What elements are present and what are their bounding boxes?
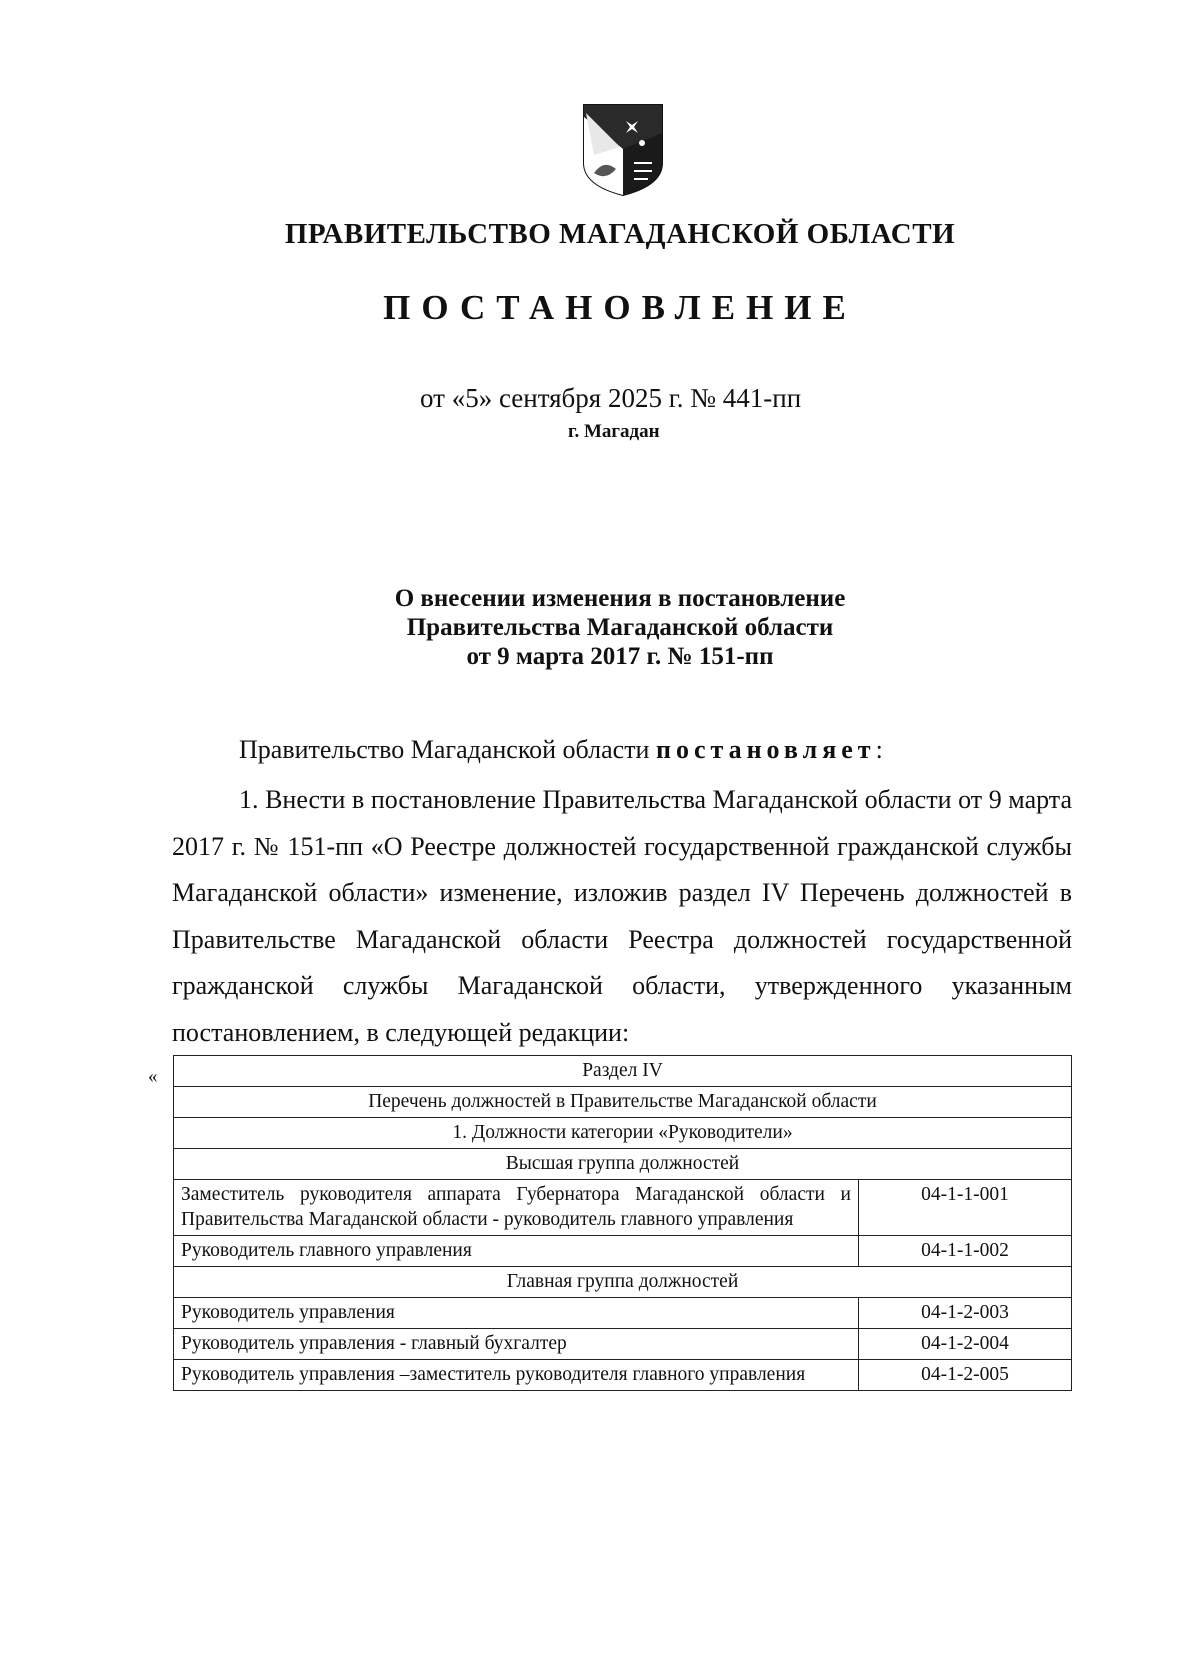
table-row — [174, 1236, 1072, 1267]
table-row — [174, 1149, 1072, 1180]
document-type-title: ПОСТАНОВЛЕНИЕ — [383, 288, 857, 327]
document-date-number: от «5» сентября 2025 г. № 441-пп — [420, 383, 802, 413]
paragraph-item-1: 1. Внести в постановление Правительства Магаданской области от 9 марта 2017 г. № 151-пп «О Реестре должностей государственной гражданской службы Магаданской области» изменение, изложив раздел IV Перечень должностей в Правительстве Магаданской области Реестра должностей государственной гражданской службы Магаданской области, утвержденного указанным постановлением, в следующей редакции: — [172, 785, 1072, 1047]
table-row — [174, 1056, 1072, 1087]
table-row — [174, 1360, 1072, 1391]
subject-line-3: от 9 марта 2017 г. № 151-пп — [466, 643, 774, 670]
table-category-heading: 1. Должности категории «Руководители» — [174, 1118, 1072, 1149]
position-name: Руководитель управления –заместитель руководителя главного управления — [174, 1360, 859, 1391]
table-group-heading-highest: Высшая группа должностей — [174, 1149, 1072, 1180]
position-code: 04-1-1-002 — [859, 1236, 1072, 1267]
table-row — [174, 1329, 1072, 1360]
position-code: 04-1-2-004 — [859, 1329, 1072, 1360]
position-name: Руководитель управления - главный бухгалтер — [174, 1329, 859, 1360]
coat-of-arms-emblem — [582, 103, 664, 197]
position-name: Заместитель руководителя аппарата Губернатора Магаданской области и Правительства Магаданской области - руководитель главного управления — [174, 1180, 859, 1236]
document-city: г. Магадан — [568, 421, 660, 442]
preamble-verb: постановляет — [655, 735, 876, 764]
position-code: 04-1-1-001 — [859, 1180, 1072, 1236]
preamble — [239, 735, 883, 765]
subject-line-2: Правительства Магаданской области — [406, 614, 834, 641]
table-row — [174, 1180, 1072, 1236]
position-code: 04-1-2-005 — [859, 1360, 1072, 1391]
positions-register-table — [173, 1055, 1072, 1391]
table-section-heading: Раздел IV — [174, 1056, 1072, 1087]
opening-quote-mark: « — [148, 1066, 158, 1087]
table-row — [174, 1087, 1072, 1118]
position-name: Руководитель главного управления — [174, 1236, 859, 1267]
table-group-heading-main: Главная группа должностей — [174, 1267, 1072, 1298]
preamble-text: Правительство Магаданской области — [239, 735, 650, 764]
position-code: 04-1-2-003 — [859, 1298, 1072, 1329]
table-row — [174, 1267, 1072, 1298]
preamble-colon: : — [875, 735, 883, 764]
government-title: ПРАВИТЕЛЬСТВО МАГАДАНСКОЙ ОБЛАСТИ — [284, 218, 956, 250]
table-list-title: Перечень должностей в Правительстве Магаданской области — [174, 1087, 1072, 1118]
subject-line-1: О внесении изменения в постановление — [394, 585, 846, 612]
position-name: Руководитель управления — [174, 1298, 859, 1329]
document-subject — [0, 584, 1200, 671]
table-row — [174, 1118, 1072, 1149]
table-row — [174, 1298, 1072, 1329]
